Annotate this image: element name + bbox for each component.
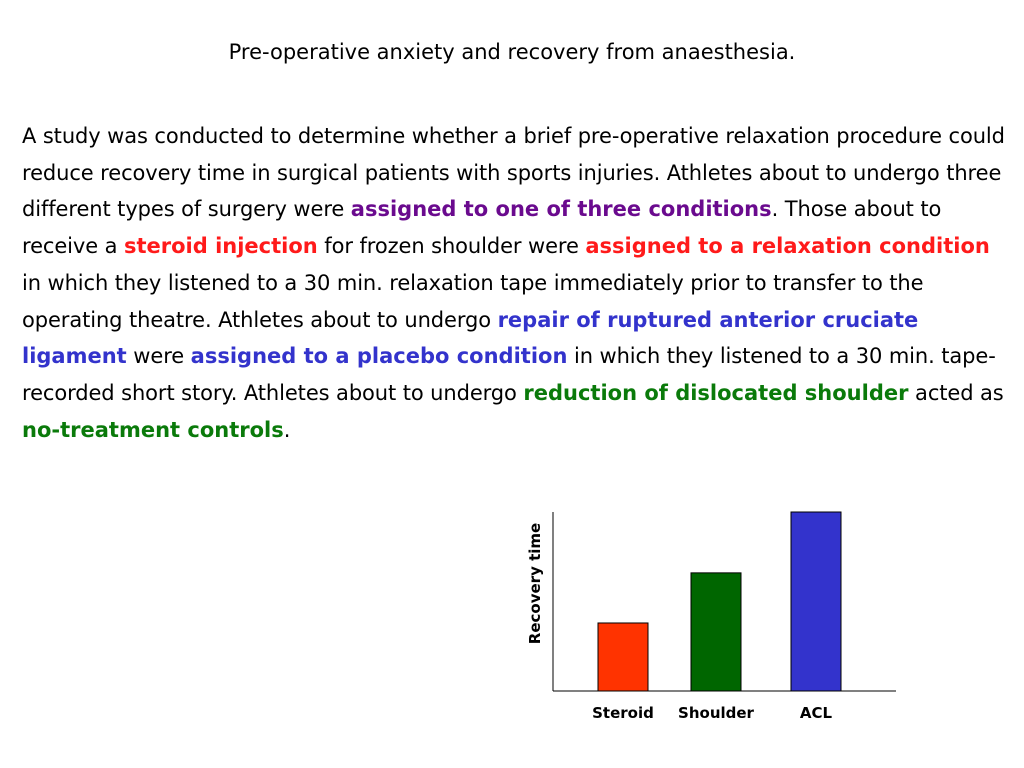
x-tick-label: Steroid: [592, 704, 654, 722]
text-short-story: in which they listened to a 30 min. tape-recorded short story. Athletes about to undergo: [22, 344, 996, 405]
highlight-acl-repair: repair of ruptured anterior cruciate ligament: [22, 307, 919, 369]
highlight-no-treatment: no-treatment controls: [22, 417, 284, 442]
highlight-relaxation-condition: assigned to a relaxation condition: [585, 234, 990, 259]
recovery-time-bar-chart: [515, 498, 915, 730]
bar-acl: [791, 512, 841, 691]
x-tick-label: Shoulder: [678, 704, 754, 722]
text-frozen-shoulder: for frozen shoulder were: [317, 234, 586, 259]
highlight-conditions: assigned to one of three conditions: [350, 197, 772, 222]
text-were: were: [126, 344, 191, 369]
text-period: .: [283, 417, 291, 442]
page-title: Pre-operative anxiety and recovery from anaesthesia.: [228, 40, 796, 64]
x-tick-label: ACL: [799, 704, 833, 722]
highlight-placebo-condition: assigned to a placebo condition: [190, 344, 568, 369]
bar-shoulder: [691, 573, 741, 691]
bar-steroid: [598, 623, 648, 691]
text-acted-as: acted as: [908, 380, 1004, 405]
text-receive: . Those about to receive a: [22, 197, 942, 259]
highlight-dislocated-shoulder: reduction of dislocated shoulder: [523, 380, 909, 405]
text-relaxation-tape: in which they listened to a 30 min. relaxation tape immediately prior to transfer to the operating theatre. Athletes about to undergo: [22, 270, 924, 332]
highlight-steroid-injection: steroid injection: [123, 234, 318, 259]
y-axis-label: Recovery time: [526, 522, 544, 645]
text-intro: A study was conducted to determine whether a brief pre-operative relaxation procedure could reduce recovery time in surgical patients with sports injuries. Athletes about to undergo three different types of surgery were: [22, 124, 1005, 222]
study-description: [22, 118, 1012, 448]
